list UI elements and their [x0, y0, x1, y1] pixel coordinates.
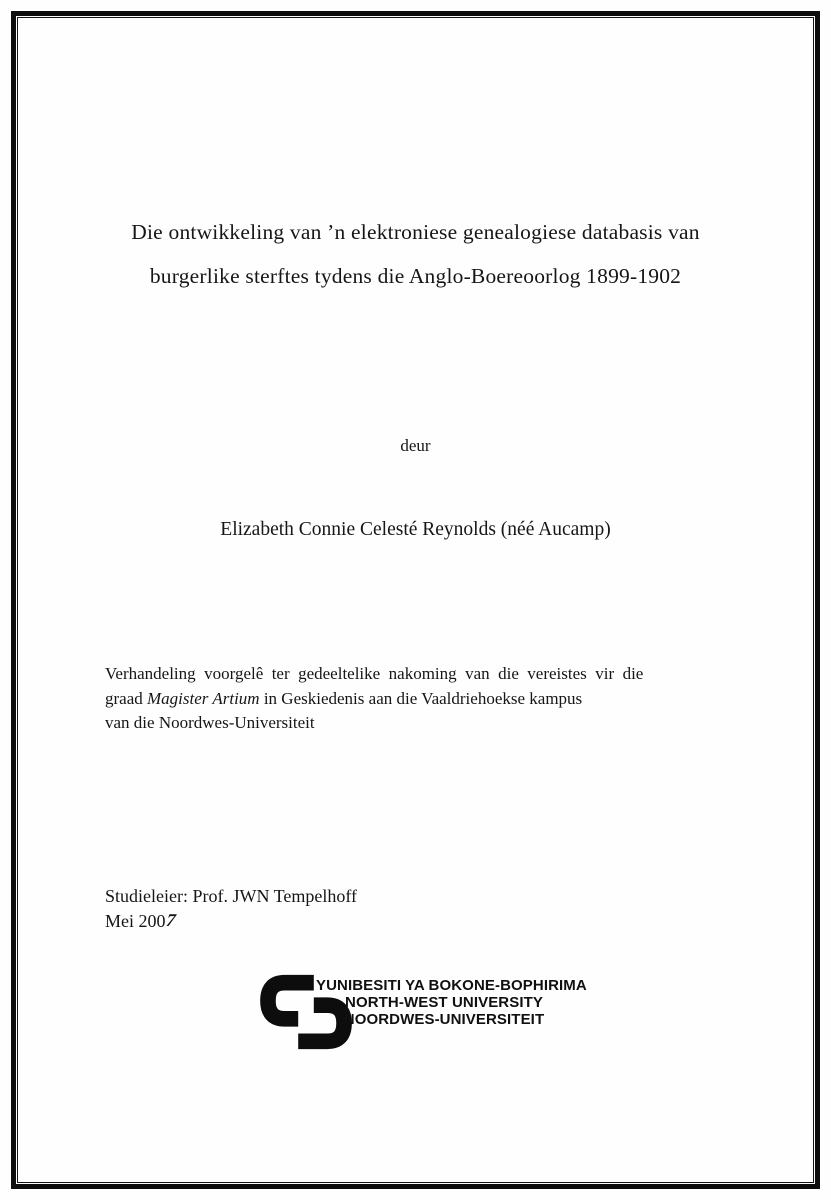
degree-statement-line2-suffix: in Geskiedenis aan die Vaaldriehoekse kampus [259, 688, 583, 708]
logo-text-english: NORTH-WEST UNIVERSITY [345, 994, 543, 1011]
nwu-logo-left-link [268, 983, 314, 1019]
date-line [105, 909, 179, 934]
university-logo-text [316, 977, 587, 1028]
degree-statement [105, 662, 739, 736]
degree-statement-line3: van die Noordwes-Universiteit [105, 713, 315, 732]
thesis-title [0, 210, 831, 298]
date-prefix: Mei 200 [105, 911, 166, 931]
degree-statement-line2 [105, 687, 739, 712]
byline-deur: deur [400, 436, 431, 455]
supervisor-line: Studieleier: Prof. JWN Tempelhoff [105, 886, 358, 906]
date-last-digit: 7 [162, 910, 179, 930]
author-name: Elizabeth Connie Celesté Reynolds (néé Aucamp) [220, 519, 611, 540]
logo-text-afrikaans: NOORDWES-UNIVERSITEIT [343, 1011, 545, 1028]
degree-statement-line2-prefix: graad [105, 688, 148, 708]
thesis-title-line2: burgerlike sterftes tydens die Anglo-Boereoorlog 1899-1902 [149, 264, 682, 288]
thesis-title-line1: Die ontwikkeling van ’n elektroniese genealogiese databasis van [131, 220, 700, 244]
degree-statement-line1: Verhandeling voorgelê ter gedeeltelike nakoming van die vereistes vir die [105, 664, 644, 683]
degree-name-italic: Magister Artium [147, 688, 260, 708]
logo-text-setswana: YUNIBESITI YA BOKONE-BOPHIRIMA [316, 977, 587, 994]
